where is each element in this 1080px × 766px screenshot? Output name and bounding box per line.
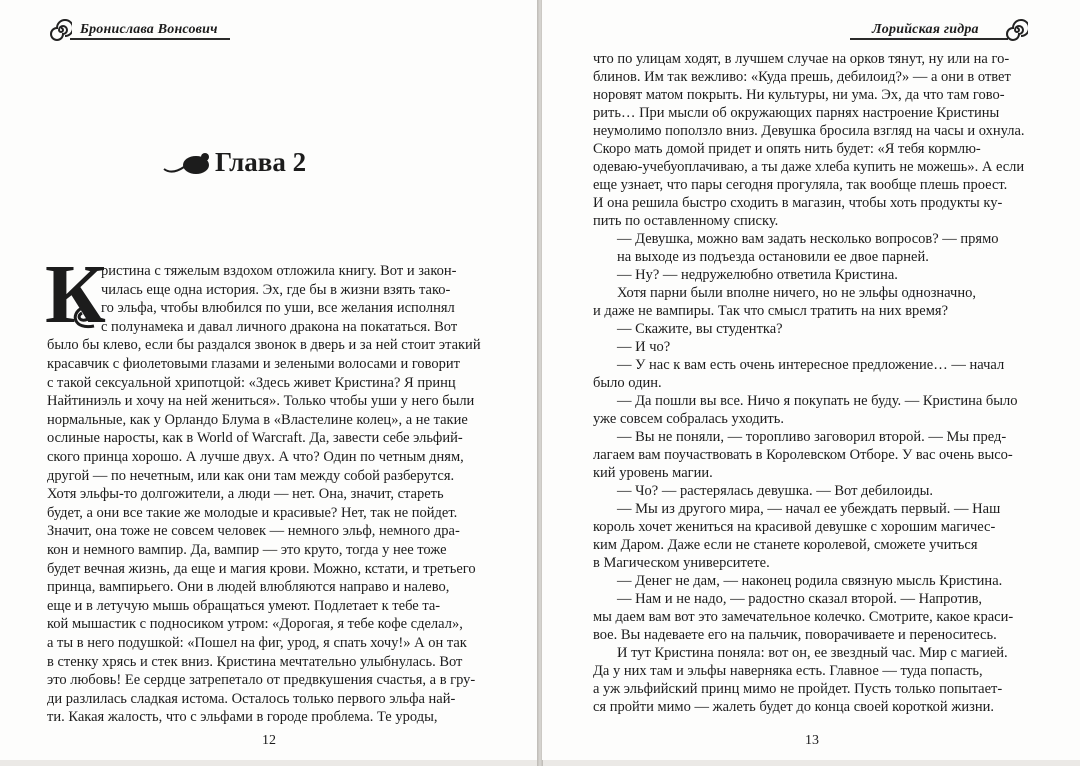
running-head-right: Лорийская гидра [872,22,979,37]
text-line: — Вы не поняли, — торопливо заговорил второй. — Мы пред- [617,429,1007,445]
text-line: кон и немного вампир. Да, вампир — это круто, тогда у нее тоже [47,542,447,558]
text-line: лагаем вам поучаствовать в Королевском Отборе. У вас очень высо- [593,447,1013,463]
running-head-rule [850,38,1008,40]
left-page [0,0,538,760]
text-line: го эльфа, чтобы влюбился по уши, все желания исполнял [101,300,455,317]
text-line: что по улицам ходят, в лучшем случае на орков тянут, ну или на го- [593,51,1010,67]
text-line: — Чо? — растерялась девушка. — Вот дебилоиды. [617,483,933,499]
text-line: на выходе из подъезда остановили ее двое парней. [617,249,929,265]
text-line: еще узнает, что пары сегодня прогуляла, так вообще плешь проест. [593,177,1008,193]
text-line: — Девушка, можно вам задать несколько вопросов? — прямо [617,231,999,247]
text-line: ристина с тяжелым вздохом отложила книгу. Вот и закон- [101,263,457,279]
text-line: Скоро мать домой придет и опять нить будет: «Я тебя кормлю- [593,141,981,157]
text-line: мы даем вам вот это замечательное колечко. Смотрите, какое краси- [593,609,1014,625]
text-line: — У нас к вам есть очень интересное предложение… — начал [617,357,1005,373]
text-line: кой мышастик с подносиком утром: «Дорогая, я тебе кофе сделал», [47,616,463,633]
text-line: было один. [593,375,662,391]
text-line: И тут Кристина поняла: вот он, ее звездный час. Мир с магией. [617,645,1008,661]
text-line: — И чо? [617,339,671,355]
text-line: с полунамека и давал личного дракона на покататься. Вот [101,318,458,335]
text-line: с такой сексуальной хрипотцой: «Здесь живет Кристина? Я принц [47,374,456,391]
page-number-right: 13 [805,733,819,748]
text-line: уже совсем собралась уходить. [593,411,784,427]
text-line: неумолимо поползло вниз. Девушка бросила взгляд на часы и охнула. [593,123,1025,139]
text-line: а уж эльфийский принц мимо не пройдет. Пусть только попытает- [593,681,1003,697]
text-line: еще и в летучую мышь обращаться умеют. Подлетает к тебе та- [47,597,441,614]
text-line: И она решила быстро сходить в магазин, чтобы хоть продукты ку- [593,195,1003,211]
text-line: ского принца хорошо. А лучше двух. А что? Один по четным дням, [47,449,464,465]
text-line: это любовь! Ее сердце затрепетало от предвкушения счастья, а в гру- [47,672,476,689]
text-line: Хотя эльфы-то долгожители, а люди — нет. Она, значит, стареть [47,486,444,503]
text-line: — Ну? — недружелюбно ответила Кристина. [617,267,898,283]
text-line: ди разлилась сладкая истома. Осталось только первого эльфа най- [47,690,456,707]
text-line: в стенку хрясь и стек вниз. Кристина мечтательно улыбнулась. Вот [47,653,463,670]
text-line: ся пройти мимо — жалеть будет до конца своей короткой жизни. [593,699,994,715]
right-page [542,0,1080,760]
text-line: кий уровень магии. [593,465,713,481]
text-line: Хотя парни были вполне ничего, но не эльфы однозначно, [617,285,976,301]
text-line: было бы клево, если бы раздался звонок в дверь и за ней стоит этакий [47,337,481,354]
text-line: и даже не вампиры. Так что смысл тратить на них время? [593,303,949,319]
text-line: нормальные, как у Орландо Блума в «Властелине колец», а не такие [47,411,468,428]
page-number-left: 12 [262,733,276,748]
text-line: пить по оставленному списку. [593,213,779,229]
text-line: ти. Какая жалость, что с эльфами в городе проблема. Те уроды, [47,709,438,726]
mouse-icon [162,149,214,177]
text-line: принца, вампирьего. Они в людей влюбляются направо и налево, [47,579,450,596]
text-line: король хочет жениться на красивой девушке с хорошим магичес- [593,519,996,535]
chapter-title: Глава 2 [215,147,307,177]
text-line: блинов. Им так вежливо: «Куда прешь, дебилоид?» — а они в ответ [593,69,1011,85]
text-line: красавчик с фиолетовыми глазами и зелеными волосами и говорит [47,356,461,372]
text-line: одеваю-учебуоплачиваю, а ты даже хлеба купить не можешь». А если [593,159,1025,175]
text-line: — Да пошли вы все. Ничо я покупать не буду. — Кристина было [617,393,1018,409]
text-line: будет вечная жизнь, да еще и магия крови. Можно, кстати, и третьего [47,560,476,577]
running-head-rule [70,38,230,40]
text-line: Найтиниэль и хочу на ней жениться». Только чтобы уши у него были [47,393,475,410]
running-head-left: Бронислава Вонсович [80,22,218,37]
text-line: — Денег не дам, — наконец родила связную мысль Кристина. [617,573,1003,589]
text-line: ким Даром. Даже если не станете королевой, сможете учиться [593,537,978,553]
text-line: а ты в него подушкой: «Пошел на фиг, урод, я спать хочу!» А он так [47,635,467,651]
drop-cap-flourish-icon [64,292,104,332]
drop-cap: К [45,248,106,341]
spiral-ornament-icon [50,19,72,41]
text-line: Значит, она тоже не совсем человек — немного эльф, немного дра- [47,523,460,540]
text-line: — Скажите, вы студентка? [617,321,783,337]
text-line: другой — по нечетным, или как они там между собой разберутся. [47,467,455,484]
text-line: — Нам и не надо, — радостно сказал второй. — Напротив, [617,591,983,607]
text-line: норовят матом покрыть. Ни культуры, ни ума. Эх, да что там гово- [593,87,1005,103]
text-line: Да у них там и эльфы наверняка есть. Главное — туда попасть, [593,663,983,679]
text-line: чилась еще одна история. Эх, где бы в жизни взять тако- [101,281,451,298]
text-line: рить… При мысли об окружающих парнях настроение Кристины [593,105,1000,121]
text-line: ослиные наросты, как в World of Warcraft. Да, завести себе эльфий- [47,430,463,447]
spiral-ornament-icon [1006,19,1028,41]
text-line: будет, а они все такие же молодые и красивые? Нет, так не пойдет. [47,504,458,521]
text-line: в Магическом университете. [593,555,770,571]
text-line: — Мы из другого мира, — начал ее убеждать первый. — Наш [617,501,1001,517]
text-line: вое. Вы надеваете его на пальчик, поворачиваете и переноситесь. [593,627,997,643]
